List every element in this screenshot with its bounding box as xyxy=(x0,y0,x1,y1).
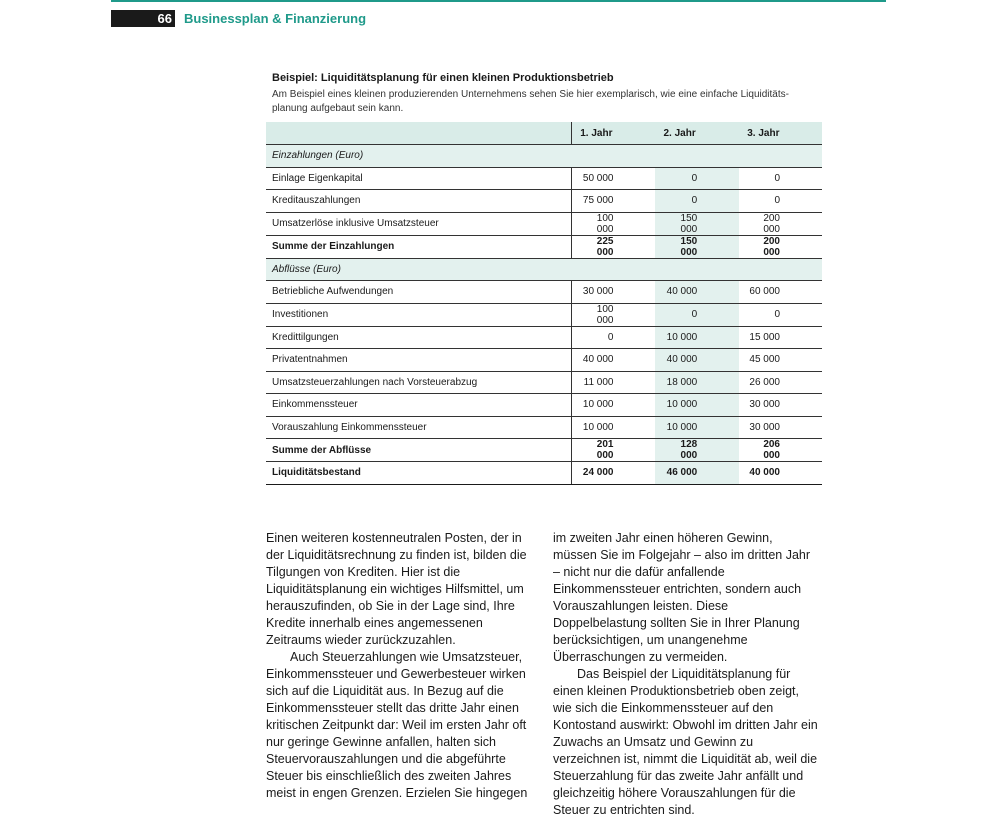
row-label: Einkommenssteuer xyxy=(266,394,572,417)
value-cell: 30 000 xyxy=(739,416,822,439)
row-label: Umsatzsteuerzahlungen nach Vorsteuerabzug xyxy=(266,371,572,394)
row-label: Einlage Eigenkapital xyxy=(266,167,572,190)
value-cell: 10 000 xyxy=(572,416,656,439)
value-cell: 128 000 xyxy=(655,439,739,462)
row-label: Umsatzerlöse inklusive Umsatzsteuer xyxy=(266,212,572,235)
value-cell: 0 xyxy=(572,326,656,349)
value-cell: 0 xyxy=(739,190,822,213)
header-empty-cell xyxy=(266,122,572,145)
paragraph: Auch Steuerzahlungen wie Umsatzsteuer, Einkommenssteuer und Gewerbesteuer wirken sich auf die Liquidität aus. In Bezug auf die Einkommenssteuer stellt das dritte Jahr einen kritischen Zeitpunkt dar: Weil im ersten Jahr oft nur geringe Gewinne anfallen, halten sich Steuervorauszahlungen und die abgeführte Steuer bis einschließlich des zweiten Jahres meist in engen Grenzen. Erzielen Sie hingegen xyxy=(266,650,528,800)
section-title: Businessplan & Finanzierung xyxy=(184,11,367,26)
row-label: Investitionen xyxy=(266,303,572,326)
value-cell: 200 000 xyxy=(739,235,822,258)
value-cell: 40 000 xyxy=(655,349,739,372)
box-intro xyxy=(272,88,817,116)
column-header: 2. Jahr xyxy=(655,122,739,145)
table-row xyxy=(266,371,822,394)
value-cell: 201 000 xyxy=(572,439,656,462)
section-label: Abflüsse (Euro) xyxy=(266,258,822,281)
table-row xyxy=(266,416,822,439)
sum-row-einzahlungen xyxy=(266,235,822,258)
value-cell: 0 xyxy=(655,303,739,326)
value-cell: 100 000 xyxy=(572,212,656,235)
value-cell: 18 000 xyxy=(655,371,739,394)
value-cell: 150 000 xyxy=(655,212,739,235)
value-cell: 200 000 xyxy=(739,212,822,235)
paragraph: Einen weiteren kostenneutralen Posten, der in der Liquiditätsrechnung zu finden ist, bilden die Tilgungen von Krediten. Hier ist die Liquiditätsplanung ein wichtiges Hilfsmittel, um herauszufinden, ob Sie in der Lage sind, Ihre Kredite innerhalb eines angemessenen Zeitraums wieder zurückzuzahlen. xyxy=(266,531,527,647)
table-row xyxy=(266,394,822,417)
value-cell: 30 000 xyxy=(739,394,822,417)
row-label: Summe der Abflüsse xyxy=(266,439,572,462)
table-row xyxy=(266,303,822,326)
value-cell: 26 000 xyxy=(739,371,822,394)
value-cell: 30 000 xyxy=(572,281,656,304)
value-cell: 100 000 xyxy=(572,303,656,326)
value-cell: 45 000 xyxy=(739,349,822,372)
value-cell: 60 000 xyxy=(739,281,822,304)
value-cell: 10 000 xyxy=(572,394,656,417)
paragraph: im zweiten Jahr einen höheren Gewinn, müssen Sie im Folgejahr – also im dritten Jahr – nicht nur die dafür anfallende Einkommenssteuer entrichten, sondern auch Vorauszahlungen leisten. Diese Doppelbelastung sollten Sie in Ihrer Planung berücksichtigen, um unangenehme Überraschungen zu vermeiden. xyxy=(553,531,811,664)
value-cell: 10 000 xyxy=(655,416,739,439)
table-row xyxy=(266,281,822,304)
value-cell: 11 000 xyxy=(572,371,656,394)
section-row-einzahlungen xyxy=(266,145,822,168)
value-cell: 0 xyxy=(739,167,822,190)
top-rule xyxy=(111,0,886,2)
value-cell: 40 000 xyxy=(572,349,656,372)
column-header: 3. Jahr xyxy=(739,122,822,145)
value-cell: 0 xyxy=(655,190,739,213)
value-cell: 0 xyxy=(655,167,739,190)
row-label: Privatentnahmen xyxy=(266,349,572,372)
box-intro-line: planung aufgebaut sein kann. xyxy=(272,103,404,114)
section-label: Einzahlungen (Euro) xyxy=(266,145,822,168)
liquidity-balance-row xyxy=(266,462,822,485)
value-cell: 10 000 xyxy=(655,326,739,349)
box-title: Beispiel: Liquiditätsplanung für einen kleinen Produktionsbetrieb xyxy=(272,72,614,84)
value-cell: 0 xyxy=(739,303,822,326)
value-cell: 225 000 xyxy=(572,235,656,258)
value-cell: 40 000 xyxy=(739,462,822,485)
table-row xyxy=(266,326,822,349)
row-label: Summe der Einzahlungen xyxy=(266,235,572,258)
value-cell: 206 000 xyxy=(739,439,822,462)
row-label: Liquiditätsbestand xyxy=(266,462,572,485)
value-cell: 10 000 xyxy=(655,394,739,417)
table-row xyxy=(266,349,822,372)
box-intro-line: Am Beispiel eines kleinen produzierenden Unternehmens sehen Sie hier exemplarisch, wie eine einfache Liquiditäts- xyxy=(272,89,789,100)
section-row-abfluesse xyxy=(266,258,822,281)
row-label: Kredittilgungen xyxy=(266,326,572,349)
table-row xyxy=(266,167,822,190)
column-header: 1. Jahr xyxy=(572,122,656,145)
table-row xyxy=(266,212,822,235)
body-column-left xyxy=(266,530,531,802)
table-header-row xyxy=(266,122,822,145)
paragraph: Das Beispiel der Liquiditätsplanung für einen kleinen Produktionsbetrieb oben zeigt, wie sich die Einkommenssteuer auf den Kontostand auswirkt: Obwohl im dritten Jahr ein Zuwachs an Umsatz und Gewinn zu verzeichnen ist, nimmt die Liquidität ab, weil die Steuerzahlung für das zweite Jahr anfällt und gleichzeitig höhere Vorauszahlungen für die Steuer zu entrichten sind. xyxy=(553,667,818,817)
row-label: Kreditauszahlungen xyxy=(266,190,572,213)
value-cell: 75 000 xyxy=(572,190,656,213)
table-row xyxy=(266,190,822,213)
value-cell: 46 000 xyxy=(655,462,739,485)
value-cell: 24 000 xyxy=(572,462,656,485)
value-cell: 50 000 xyxy=(572,167,656,190)
body-column-right xyxy=(553,530,818,819)
value-cell: 15 000 xyxy=(739,326,822,349)
value-cell: 150 000 xyxy=(655,235,739,258)
sum-row-abfluesse xyxy=(266,439,822,462)
row-label: Vorauszahlung Einkommenssteuer xyxy=(266,416,572,439)
liquidity-table xyxy=(266,122,822,485)
value-cell: 40 000 xyxy=(655,281,739,304)
page-number: 66 xyxy=(111,10,175,27)
row-label: Betriebliche Aufwendungen xyxy=(266,281,572,304)
